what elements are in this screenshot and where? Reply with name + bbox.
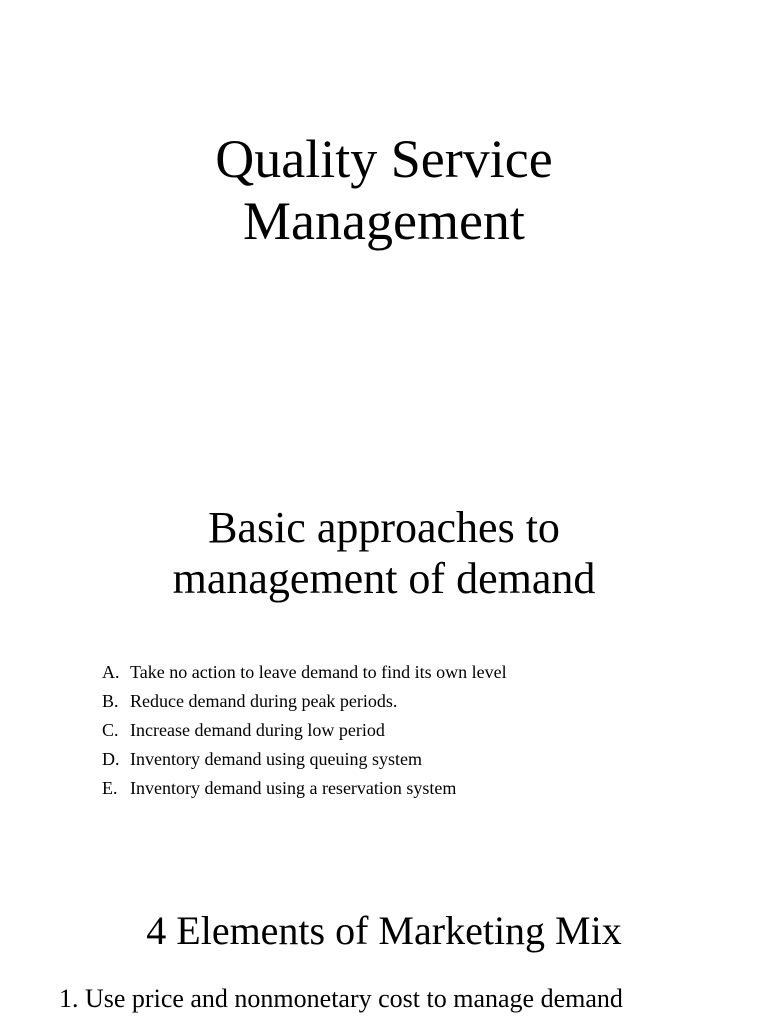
marketing-mix-item-text: Use price and nonmonetary cost to manage demand [85, 984, 623, 1013]
marketing-mix-heading: 4 Elements of Marketing Mix [146, 908, 622, 953]
title-line-2: Management [243, 191, 525, 251]
approaches-list [102, 660, 507, 805]
marketing-mix-item [59, 982, 623, 1016]
approaches-heading-line-1: Basic approaches to [208, 503, 560, 552]
approaches-heading [0, 502, 768, 604]
list-item-text: Take no action to leave demand to find its own level [130, 662, 507, 682]
title-line-1: Quality Service [215, 129, 553, 189]
list-item-letter: B. [102, 691, 119, 711]
list-item-letter: E. [102, 778, 118, 798]
list-item-text: Inventory demand using queuing system [130, 749, 422, 769]
list-item-letter: A. [102, 662, 120, 682]
page-title [0, 128, 768, 252]
list-item [102, 776, 507, 805]
list-item-text: Reduce demand during peak periods. [130, 691, 398, 711]
list-item-letter: D. [102, 749, 120, 769]
approaches-heading-line-2: management of demand [172, 554, 596, 603]
list-item-letter: C. [102, 720, 119, 740]
list-item [102, 689, 507, 718]
list-item-text: Inventory demand using a reservation system [130, 778, 457, 798]
list-item [102, 660, 507, 689]
marketing-mix-item-number: 1. [59, 984, 79, 1013]
list-item-text: Increase demand during low period [130, 720, 385, 740]
list-item [102, 747, 507, 776]
list-item [102, 718, 507, 747]
